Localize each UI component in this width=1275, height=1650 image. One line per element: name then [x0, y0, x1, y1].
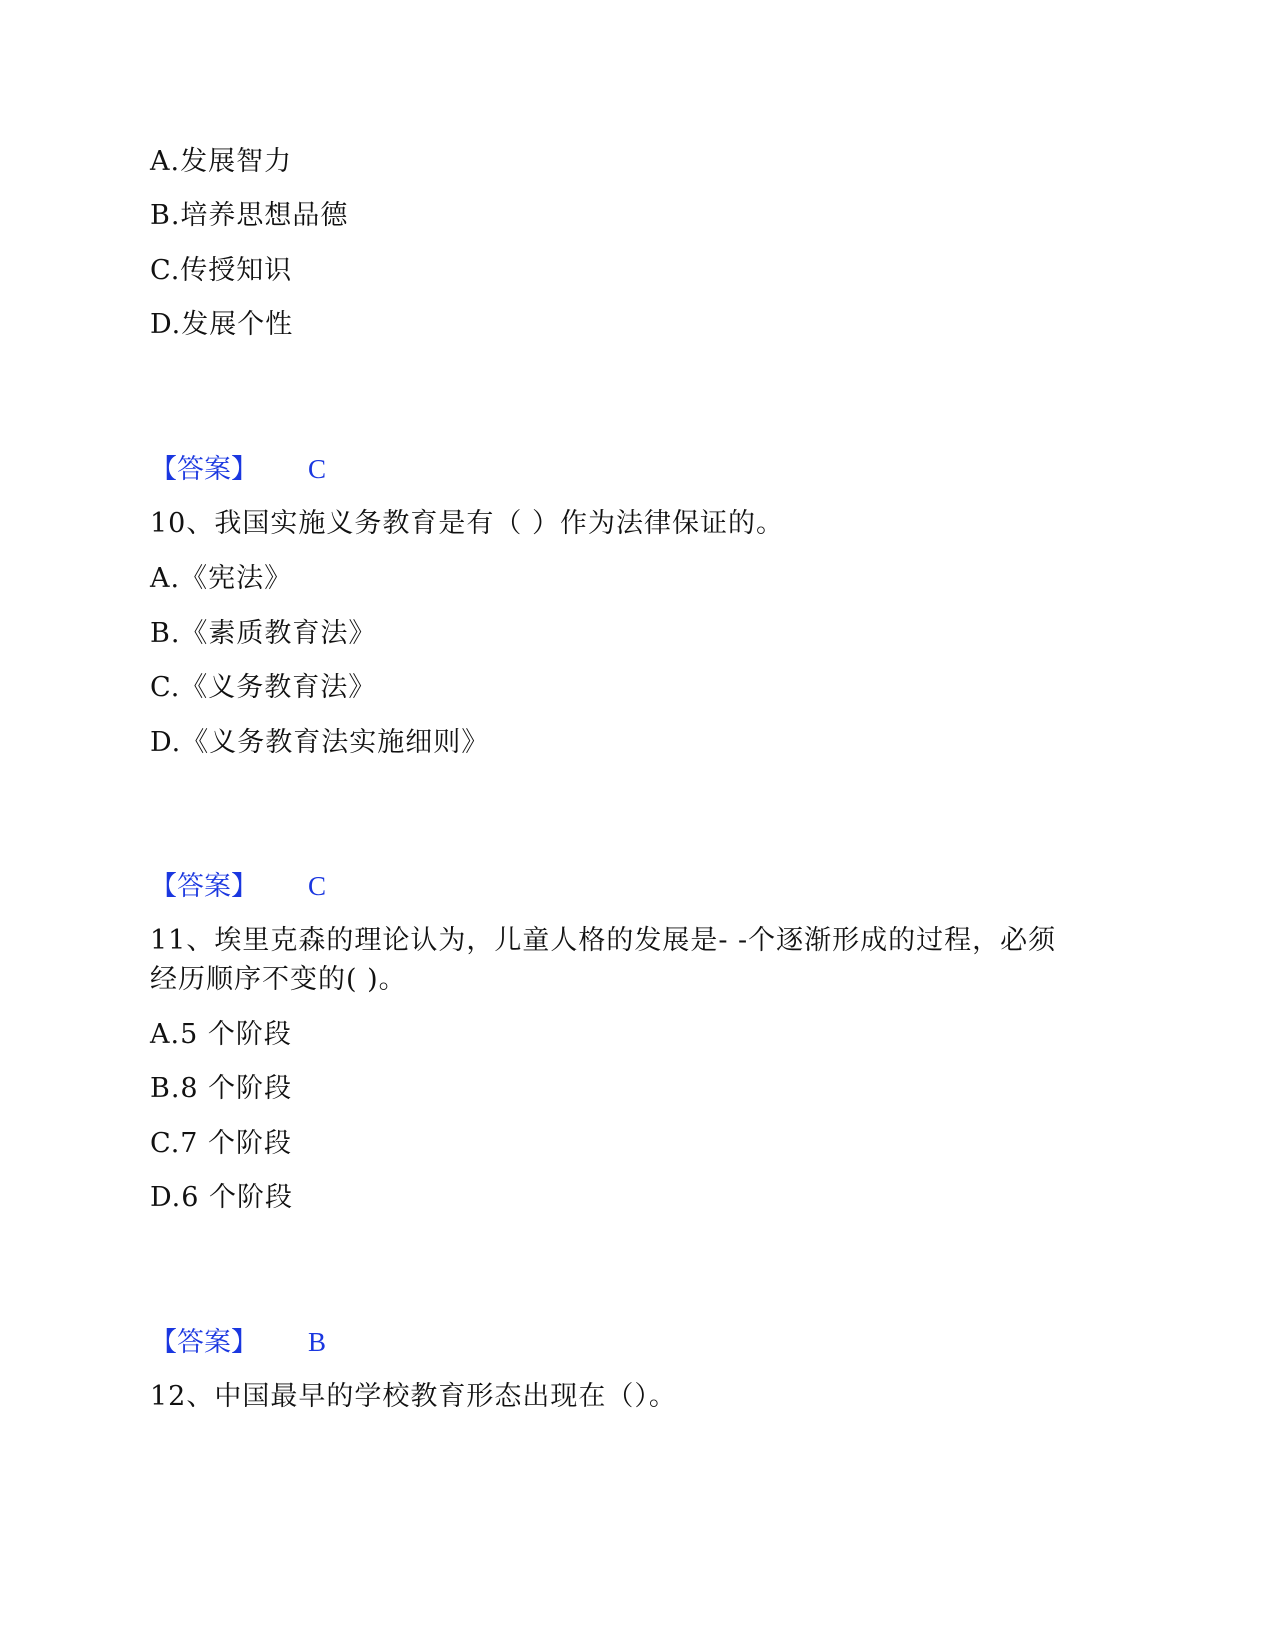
- q12-question: 12、中国最早的学校教育形态出现在（）。: [150, 1381, 677, 1412]
- answer-label: 【答案】: [150, 871, 258, 902]
- q11-answer: [150, 1325, 326, 1360]
- q11-option-a: A.5 个阶段: [150, 1019, 292, 1050]
- q10-option-a: A.《宪法》: [150, 563, 293, 594]
- q10-answer: [150, 869, 326, 904]
- q11-option-c: C.7 个阶段: [150, 1128, 293, 1159]
- answer-label: 【答案】: [150, 454, 258, 485]
- q11-question-line1: 11、埃里克森的理论认为，儿童人格的发展是- -个逐渐形成的过程，必须: [150, 925, 1057, 956]
- answer-value: C: [308, 871, 327, 901]
- q10-option-d: D.《义务教育法实施细则》: [150, 727, 490, 758]
- answer-value: B: [308, 1327, 327, 1357]
- q11-option-d: D.6 个阶段: [150, 1182, 294, 1213]
- q10-question: 10、我国实施义务教育是有（ ）作为法律保证的。: [150, 508, 784, 539]
- q10-option-c: C.《义务教育法》: [150, 672, 377, 703]
- q9-option-c: C.传授知识: [150, 255, 293, 286]
- q11-option-b: B.8 个阶段: [150, 1073, 293, 1104]
- answer-label: 【答案】: [150, 1327, 258, 1358]
- q11-question-line2: 经历顺序不变的( )。: [150, 964, 407, 995]
- answer-value: C: [308, 454, 327, 484]
- q9-option-b: B.培养思想品德: [150, 200, 349, 231]
- q10-option-b: B.《素质教育法》: [150, 618, 377, 649]
- q9-option-d: D.发展个性: [150, 309, 294, 340]
- q9-option-a: A.发展智力: [150, 146, 293, 177]
- q9-answer: [150, 452, 326, 487]
